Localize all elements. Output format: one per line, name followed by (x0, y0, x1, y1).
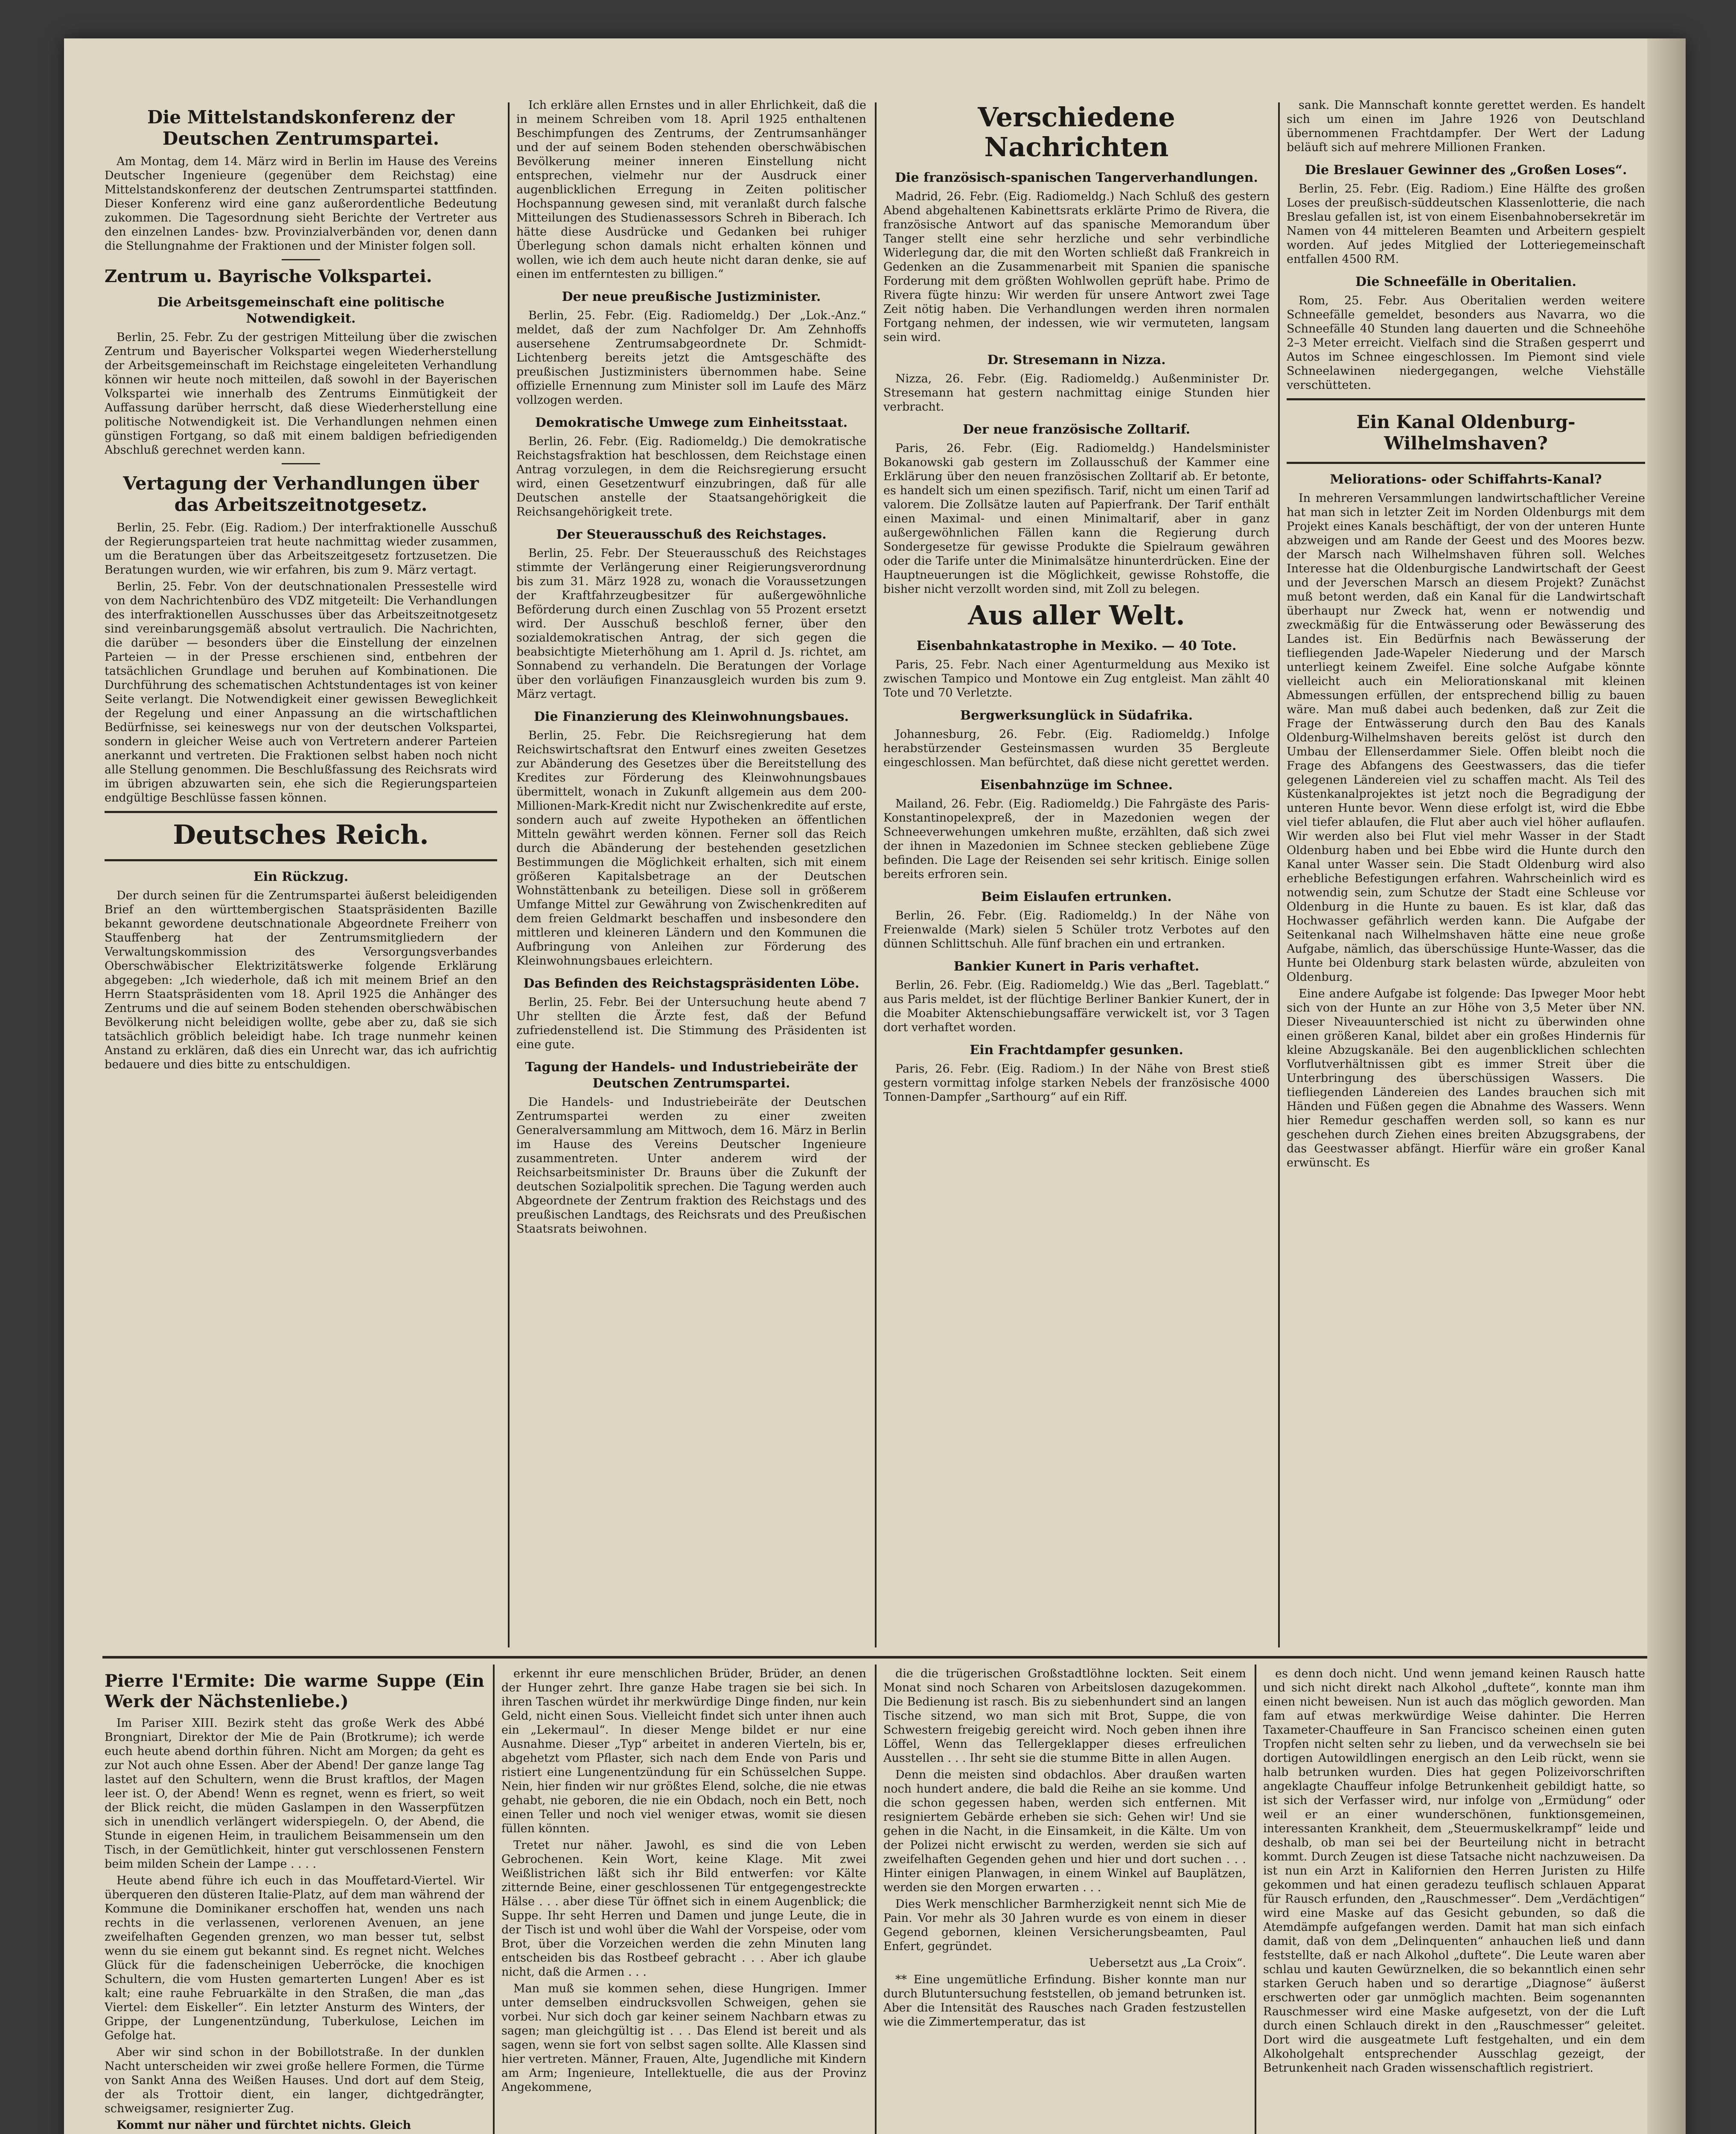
column-1 (105, 98, 497, 1652)
column-rule (508, 102, 510, 1647)
article-text: es denn doch nicht. Und wenn jemand keinen Rausch hatte und sich nicht direkt nach Alkohol „duftete“, konnte man ihm einen nicht beweisen. Nun ist auch das möglich geworden. Man fam auf etwas merkwürdige Weise dahinter. Die Herren Taxameter-Chauffeure in San Francisco scheinen einen guten Tropfen nicht selten sehr zu lieben, und da verwechseln sie bei dortigen Autowildlingen energisch an den Leib rückt, wenn sie halb betrunken wurden. Dies hat gegen Polizeivorschriften angeklagte Chauffeur infolge Betrunkenheit gebildigt hatte, so ist sich der Verfasser wird, nur infolge von „Ermüdung“ oder weil er an einer wunderschönen, funktionsgemeinen, interessanten Krankheit, dem „Steuermuskelkrampf“ leide und deshalb, ob man sei bei der Beurteilung nicht in betracht kommt. Durch Zeugen ist diese Tatsache nicht nachzuweisen. Da ist nun ein Arzt in Kalifornien den Herren Juristen zu Hilfe gekommen und hat einen geradezu teuflisch schlauen Apparat für Rausch erfunden, den „Rauschmesser“. Dem „Verdächtigen“ wird eine Maske auf das Gesicht gebunden, so daß die Atemdämpfe aufgefangen werden. Damit hat man sich einfach damit, daß von dem „Delinquenten“ anhauchen ließ und dann feststellte, daß er nach Alkohol „duftete“. Die Leute waren aber schlau und kauten Gewürznelken, die so bekanntlich einen sehr starken Geruch haben und so derartige „Diagnose“ äußerst erschwerten oder gar unmöglich machten. Beim sogenannten Rauschmesser wird eine Maske aufgesetzt, von der die Luft durch einen Schlauch direkt in den „Rauschmesser“ geleitet. Dort wird die ausgeatmete Luft festgehalten, und ein dem Alkoholgehalt entsprechender Ausschlag gezeigt, der Betrunkenheit nach Graden wissenschaftlich registriert. (1263, 1667, 1645, 2075)
subheadline: Dr. Stresemann in Nizza. (987, 353, 1166, 367)
subheadline: Meliorations- oder Schiffahrts-Kanal? (1330, 472, 1602, 487)
article-text: Berlin, 25. Febr. (Eig. Radiom.) Der interfraktionelle Ausschuß der Regierungsparteien trat heute nachmittag wieder zusammen, um die Beratungen über das Arbeitszeitgesetz fortzusetzen. Die Beratungen wurden, wie wir erfahren, bis zum 9. März vertagt. (105, 521, 497, 577)
article-text: Berlin, 25. Febr. Von der deutschnationalen Pressestelle wird von dem Nachrichtenbüro des VDZ mitgeteilt: Die Verhandlungen des interfraktionellen Ausschusses über das Arbeitszeitnotgesetz sind vereinbarungsgemäß absolut vertraulich. Die Nachrichten, die darüber — besonders über die Einstellung der einzelnen Parteien — in der Presse erschienen sind, entbehren der tatsächlichen Grundlage und beruhen auf Kombinationen. Die Durchführung des schematischen Achtstundentages ist von keiner Seite verlangt. Die Notwendigkeit einer gewissen Beweglichkeit der Regelung und einer Anpassung an die wirtschaftlichen Bedürfnisse, sei keineswegs nur von der deutschen Volkspartei, sondern in gleicher Weise auch von Vertretern anderer Parteien anerkannt und vertreten. Die Fraktionen selbst haben noch nicht alle Stellung genommen. Die Beschlußfassung des Reichsrats wird im übrigen abzuwarten sein, ehe sich die Regierungsparteien endgültige Beschlüsse fassen können. (105, 580, 497, 805)
subheadline: Die Breslauer Gewinner des „Großen Loses“. (1305, 163, 1627, 178)
column-rule (493, 1665, 495, 2134)
article-text: Die Handels- und Industriebeiräte der Deutschen Zentrumspartei werden zu einer zweiten Generalversammlung am Mittwoch, dem 16. März in Berlin im Hause des Vereins Deutscher Ingenieure zusammentreten. Unter anderem wird der Reichsarbeitsminister Dr. Brauns über die Zukunft der deutschen Sozialpolitik sprechen. Die Tagung werden auch Abgeordnete der Zentrum fraktion des Reichstags und des preußischen Landtags, des Reichsrats und des Preußischen Staatsrats beiwohnen. (516, 1096, 866, 1236)
headline-warme-suppe: Pierre l'Ermite: Die warme Suppe (Ein Werk der Nächstenliebe.) (105, 1671, 484, 1711)
divider (282, 463, 320, 464)
subheadline: Die französisch-spanischen Tangerverhandlungen. (895, 170, 1258, 185)
headline-mittelstandskonferenz: Die Mittelstandskonferenz der Deutschen Zentrumspartei. (147, 107, 454, 149)
column-rule (875, 102, 877, 1647)
subheadline: Bergwerksunglück in Südafrika. (960, 708, 1193, 723)
section-title-aus-aller-welt: Aus aller Welt. (968, 600, 1185, 631)
section-title-deutsches-reich: Deutsches Reich. (173, 819, 429, 850)
article-text: Man muß sie kommen sehen, diese Hungrigen. Immer unter demselben eindrucksvollen Schweigen, gehen sie vorbei. Nur sich doch gar keiner seinem Nachbarn etwas zu sagen; man gleichgültig ist . . . Das Elend ist bereit und als sagen, wenn sie fort von selbst sagen sollte. Alle Klassen sind hier vertreten. Männer, Frauen, Alte, Jugendliche mit Kindern am Arm; Ingenieure, Intellektuelle, die aus der Provinz Angekommene, (501, 1982, 866, 2094)
article-text: Madrid, 26. Febr. (Eig. Radiomeldg.) Nach Schluß des gestern Abend abgehaltenen Kabinettsrats erklärte Primo de Rivera, die französische Antwort auf das spanische Memorandum über Tanger stellt eine sehr herzliche und sehr verbindliche Widerlegung dar, die mit den Worten schließt daß Frankreich in Gedenken an die Zusammenarbeit mit Spanien die spanische Forderung mit dem größten Wohlwollen geprüft habe. Primo de Rivera fügte hinzu: Wir werden für unsere Antwort zwei Tage Zeit nötig haben. Die Verhandlungen werden ihren normalen Fortgang nehmen, der indessen, wie wir vermuteten, langsam sein wird. (883, 190, 1270, 344)
section-title-verschiedene-nachrichten: Verschiedene Nachrichten (978, 102, 1175, 163)
article-text: Berlin, 25. Febr. Zu der gestrigen Mitteilung über die zwischen Zentrum und Bayerischer Volkspartei wegen Wiederherstellung der Arbeitsgemeinschaft im Reichstage eingeleiteten Verhandlung können wir heute noch mitteilen, daß sowohl in der Bayerischen Volkspartei wie innerhalb des Zentrums Einmütigkeit der Auffassung darüber herrscht, daß diese Wiederherstellung eine politische Notwendigkeit ist. Die Verhandlungen nehmen einen günstigen Fortgang, so daß mit einem baldigen befriedigenden Abschluß gerechnet werden kann. (105, 331, 497, 457)
feuilleton-col-4 (1263, 1667, 1645, 2134)
article-text: Johannesburg, 26. Febr. (Eig. Radiomeldg.) Infolge herabstürzender Gesteinsmassen wurden 35 Bergleute eingeschlossen. Man befürchtet, daß diese nicht gerettet werden. (883, 728, 1270, 769)
article-text: Tretet nur näher. Jawohl, es sind die von Leben Gebrochenen. Kein Wort, keine Klage. Mit zwei Weißlistrichen läßt sich ihr Bild entwerfen: vor Kälte zitternde Beine, einer geschlossenen Tür entgegengestreckte Hälse . . . aber diese Tür öffnet sich in einem Augenblick; die Suppe. Ihr seht Herren und Damen und junge Leute, die in der Tisch ist und wohl über die Wahl der Vorspeise, oder vom Brot, über die Vorzeichen werden die zehn Minuten lang entscheiden bis das Rostbeef gebracht . . . Aber ich glaube nicht, daß die Armen . . . (501, 1839, 866, 1979)
article-text: Kommt nur näher und fürchtet nichts. Gleich (117, 2119, 411, 2132)
column-2 (516, 98, 866, 1652)
headline-kanal-oldenburg: Ein Kanal Oldenburg-Wilhelmshaven? (1356, 411, 1576, 454)
column-3 (883, 98, 1270, 1652)
article-source: Uebersetzt aus „La Croix“. (1089, 1956, 1246, 1970)
article-text: die die trügerischen Großstadtlöhne lockten. Seit einem Monat sind noch Scharen von Arbeitslosen dazugekommen. Die Bedienung ist rasch. Bis zu siebenhundert sind an langen Tische sitzend, wo man sich mit Brot, Suppe, die von Schwestern freigebig gereicht wird. Noch geben ihnen ihre Löffel, Wenn das Tellergeklapper dieses erfreulichen Ausstellen . . . Ihr seht sie die stumme Bitte in allen Augen. (883, 1667, 1246, 1765)
column-rule (1255, 1665, 1256, 2134)
headline-loebe: Das Befinden des Reichstagspräsidenten Löbe. (523, 976, 859, 991)
article-text: Aber wir sind schon in der Bobillotstraße. In der dunklen Nacht unterscheiden wir zwei große hellere Formen, die Türme von Sankt Anna des Weißen Hauses. Und dort auf dem Steig, der als Trottoir dient, ein langer, dichtgedrängter, schweigsamer, resignierter Zug. (105, 2046, 484, 2115)
subheadline: Die Schneefälle in Oberitalien. (1355, 274, 1576, 289)
article-text: Heute abend führe ich euch in das Mouffetard-Viertel. Wir überqueren den düsteren Italie-Platz, auf dem man während der Kommune die Dominikaner erschoffen hat, wenden uns nach rechts in die verlassenen, verlorenen Avenuen, an jene zweifelhaften Gegenden grenzen, wo man besser tut, selbst wenn du sie einem gut bekannt sind. Es regnet nicht. Welches Glück für die fadenscheinigen Ueberröcke, die knochigen Schultern, die vom Husten gemarterten Lungen! Aber es ist kalt; eine rauhe Februarkälte in den Straßen, die man „das Viertel: dem Eiskeller“. Ein letzter Ansturm des Winters, der Grippe, der Lungenentzündung, Tuberkulose, Leichen im Gefolge hat. (105, 1874, 484, 2042)
subheadline: Die Arbeitsgemeinschaft eine politische Notwendigkeit. (157, 295, 445, 326)
article-text: sank. Die Mannschaft konnte gerettet werden. Es handelt sich um einen im Jahre 1926 von Deutschland übernommenen Frachtdampfer. Der Wert der Ladung beläuft sich auf mehrere Millionen Franken. (1287, 99, 1645, 154)
article-text: Im Pariser XIII. Bezirk steht das große Werk des Abbé Brongniart, Direktor der Mie de Pain (Brotkrume); ich werde euch heute abend dorthin führen. Nicht am Morgen; da geht es zur Not auch ohne Essen. Aber der Abend! Der ganze lange Tag lastet auf den Schultern, wenn die Brust kraftlos, der Magen leer ist. O, der Abend! Wenn es regnet, wenn es friert, so weit der Blick reicht, die müden Gaslampen in den Wasserpfützen sich in unendlich verlängert widerspiegeln. O, der Abend, die Stunde in eigenen Heim, in traulichem Beisammensein um den Tisch, in der Gemütlichkeit, hinter gut verschlossenen Fenstern beim milden Schein der Lampe . . . . (105, 1717, 484, 1871)
feuilleton-rule (102, 1656, 1647, 1659)
article-text: Paris, 26. Febr. (Eig. Radiom.) In der Nähe von Brest stieß gestern vormittag infolge starken Nebels der französische 4000 Tonnen-Dampfer „Sarthourg“ auf ein Riff. (883, 1062, 1270, 1104)
article-text: ** Eine ungemütliche Erfindung. Bisher konnte man nur durch Blutuntersuchung feststellen, ob jemand betrunken ist. Aber die Intensität des Rausches nach Graden festzustellen wie die Zimmertemperatur, das ist (883, 1973, 1246, 2029)
article-text: Am Montag, dem 14. März wird in Berlin im Hause des Vereins Deutscher Ingenieure (gegenüber dem Reichstag) eine Mittelstandskonferenz der deutschen Zentrumspartei stattfinden. Dieser Konferenz wird eine ganz außerordentliche Bedeutung zukommen. Die Tagesordnung sieht Berichte der Vertreter aus den einzelnen Landes- bzw. Provinzialverbänden vor, denen dann die Stellungnahme der Fraktionen und der Minister folgen soll. (105, 155, 497, 253)
article-text: Mailand, 26. Febr. (Eig. Radiomeldg.) Die Fahrgäste des Paris-Konstantinopelexpreß, der in Mazedonien wegen der Schneeverwehungen umkehren mußte, erzählten, daß sich zwei der ihnen in Mazedonien im Schnee stecken gebliebene Züge befinden. Die Lage der Reisenden sei sehr kritisch. Einige sollen bereits erfroren sein. (883, 797, 1270, 881)
article-text: Ich erkläre allen Ernstes und in aller Ehrlichkeit, daß die in meinem Schreiben vom 18. April 1925 enthaltenen Beschimpfungen des Zentrums, der Zentrumsanhänger und der auf seinem Boden stehenden oberschwäbischen Bevölkerung meiner inneren Einstellung nicht entsprechen, vielmehr nur der Ausdruck einer augenblicklichen Erregung in Zeiten politischer Hochspannung gewesen sind, mit veranlaßt durch falsche Mitteilungen des Studienassessors Schreh in Biberach. Ich hätte diese Ausdrücke und Gedanken bei ruhiger Überlegung schon damals nicht erhalten können und wollen, wie ich dem auch heute nicht daran denke, sie auf einen im entferntesten zu billigen.“ (516, 99, 866, 281)
divider (282, 259, 320, 260)
article-text: Paris, 26. Febr. (Eig. Radiomeldg.) Handelsminister Bokanowski gab gestern im Zollausschuß der Kammer eine Erklärung über den neuen französischen Zolltarif ab. Er betonte, es handelt sich um einen spezifisch. Tarif, nicht um einen Tarif ad valorem. Die Zollsätze lauten auf Papierfrank. Der Tarif enthält einen Maximal- und einen Minimaltarif, aber in ganz außergewöhnlichen Fällen kann die Regierung durch Sondergesetze für gewisse Produkte die Spielraum gewähren oder die Tarife unter die Minimalsätze hinunterdrücken. Eine der Hauptneuerungen ist die Möglichkeit, gewisse Rohstoffe, die bisher nicht verzollt worden sind, mit Zoll zu belegen. (883, 442, 1270, 596)
article-text: Der durch seinen für die Zentrumspartei äußerst beleidigenden Brief an den württembergischen Staatspräsidenten Bazille bekannt gewordene deutschnationale Abgeordnete Freiherr von Stauffenberg hat der Zentrumsmitgliedern der Verwaltungskommission des Versorgungsverbandes Oberschwäbischer Elektrizitätswerke folgende Erklärung abgegeben: „Ich wiederhole, daß ich mit meinem Brief an den Herrn Staatspräsidenten vom 18. April 1925 die Anhänger des Zentrums und die auf seinem Boden stehenden oberschwäbischen Bevölkerung nicht beleidigen wollte, gebe aber zu, daß sie sich tatsächlich gröblich beleidigt habe. Ich trage nunmehr keinen Anstand zu erklären, daß dies ein Unrecht war, das ich aufrichtig bedauere und dies bitte zu entschuldigen. (105, 889, 497, 1071)
article-text: Berlin, 25. Febr. (Eig. Radiomeldg.) Der „Lok.-Anz.“ meldet, daß der zum Nachfolger Dr. Am Zehnhoffs ausersehene Zentrumsabgeordnete Dr. Schmidt-Lichtenberg bereits jetzt die Amtsgeschäfte des preußischen Justizministers übernommen habe. Seine offizielle Ernennung zum Minister soll im Laufe des März vollzogen werden. (516, 309, 866, 407)
article-text: Denn die meisten sind obdachlos. Aber draußen warten noch hundert andere, die bald die Reihe an sie komme. Und die schon gegessen haben, werden sich entfernen. Mit resigniertem Gebärde erheben sie sich: Gehen wir! Und sie gehen in die Nacht, in die Einsamkeit, in die Kälte. Um von der Polizei nicht erwischt zu werden, werden sie sich auf zweifelhaften Gegenden gehen und hier und dort suchen . . . Hinter einigen Planwagen, in einem Winkel auf Bauplätzen, werden sie den Morgen erwarten . . . (883, 1768, 1246, 1894)
column-rule (875, 1665, 877, 2134)
headline-vertagung: Vertagung der Verhandlungen über das Arbeitszeitnotgesetz. (123, 473, 479, 515)
subheadline: Bankier Kunert in Paris verhaftet. (953, 959, 1200, 974)
article-text: Rom, 25. Febr. Aus Oberitalien werden weitere Schneefälle gemeldet, besonders aus Navarra, wo die Schneefälle 40 Stunden lang dauerten und die Schneehöhe 2–3 Meter erreicht. Vielfach sind die Straßen gesperrt und Autos im Schnee eingeschlossen. Im Piemont sind viele Schneelawinen niedergegangen, welche Viehställe verschütteten. (1287, 294, 1645, 392)
subheadline: Der neue französische Zolltarif. (963, 422, 1190, 437)
article-text: In mehreren Versammlungen landwirtschaftlicher Vereine hat man sich in letzter Zeit im Norden Oldenburgs mit dem Projekt eines Kanals beschäftigt, der von der unteren Hunte abzweigen und am Rande der Geest und des Moores bezw. der Marsch nach Wilhelmshaven führen soll. Welches Interesse hat die Oldenburgische Landwirtschaft der Geest und der Jeverschen Marsch an diesem Projekt? Zunächst muß betont werden, daß ein Kanal für die Landwirtschaft überhaupt nur Zweck hat, wenn er notwendig und zweckmäßig für die Entwässerung oder Bewässerung des Landes ist. Ein Bedürfnis nach Bewässerung der tiefliegenden Jade-Wapeler Niederung und der Marsch unterliegt keinem Zweifel. Eine solche Aufgabe könnte vielleicht auch ein Meliorationskanal mit kleinen Abmessungen erfüllen, der entsprechend billig zu bauen wäre. Man muß dabei auch bedenken, daß zur Zeit die Frage der Entwässerung durch den Bau des Kanals Oldenburg-Wilhelmshaven bereits gelöst ist durch den Umbau der Ellenserdammer Siele. Offen bleibt noch die Frage des Abfangens des Geestwassers, das die tiefer gelegenen Ländereien viel zu schaffen macht. Als Teil des Küstenkanalprojektes ist jetzt noch die Begradigung der unteren Hunte bevor. Wenn diese erfolgt ist, wird die Ebbe viel tiefer ablaufen, die Flut aber auch viel höher auflaufen. Wir werden also bei Flut viel mehr Wasser in der Stadt Oldenburg haben und bei Ebbe wird die Hunte durch den Kanal unter Wasser sein. Die Stadt Oldenburg wird also erhebliche Befestigungen erfahren. Wahrscheinlich wird es notwendig sein, zum Schutze der Stadt eine Schleuse vor Oldenburg in die Hunte zu bauen. Es ist klar, daß das Hochwasser gefährlich werden kann. Die Aufgabe der Seitenkanal nach Wilhelmshaven hätte eine neue große Aufgabe, nämlich, das überschüssige Hunte-Wasser, das die Hunte bei Oldenburg stark belasten würde, abzuleiten von Oldenburg. (1287, 492, 1645, 984)
article-text: Berlin, 25. Febr. Die Reichsregierung hat dem Reichswirtschaftsrat den Entwurf eines zweiten Gesetzes zur Abänderung des Gesetzes über die Bereitstellung des Kredites zur Förderung des Kleinwohnungsbaues übermittelt, wonach in Zukunft allgemein aus dem 200-Millionen-Mark-Kredit nicht nur Zwischenkredite auf erste, sondern auch auf zweite Hypotheken an öffentlichen Mitteln gewährt werden können. Ferner soll das Reich durch die Abänderung der bestehenden gesetzlichen Bestimmungen die Möglichkeit erhalten, sich mit einem größeren Kapitalsbetrage an der Deutschen Wohnstättenbank zu beteiligen. Diese soll in größerem Umfange Mittel zur Gewährung von Zwischenkrediten auf dem freien Geldmarkt beschaffen und insbesondere den mittleren und kleineren Ländern und den Kommunen die Aufbringung von Anleihen zur Förderung des Kleinwohnungsbaues erleichtern. (516, 729, 866, 968)
subheadline: Eisenbahnkatastrophe in Mexiko. — 40 Tote. (916, 638, 1237, 653)
column-rule (1278, 102, 1280, 1647)
page-fold-shadow (1647, 38, 1686, 2134)
column-4 (1287, 98, 1645, 1652)
headline-steuerausschuss: Der Steuerausschuß des Reichstages. (556, 527, 827, 542)
headline-kleinwohnungsbau: Die Finanzierung des Kleinwohnungsbaues. (534, 709, 849, 724)
article-text: Berlin, 25. Febr. Bei der Untersuchung heute abend 7 Uhr stellten die Ärzte fest, daß der Befund zufriedenstellend ist. Die Stimmung des Präsidenten ist eine gute. (516, 996, 866, 1051)
headline-justizminister: Der neue preußische Justizminister. (562, 289, 821, 304)
subheadline: Ein Rückzug. (253, 869, 349, 884)
feuilleton-col-1 (105, 1667, 484, 2134)
feuilleton-col-2 (501, 1667, 866, 2134)
article-text: Berlin, 25. Febr. (Eig. Radiom.) Eine Hälfte des großen Loses der preußisch-süddeutschen Klassenlotterie, die nach Breslau gefallen ist, ist von einem Eisenbahnobersekretär im Namen von 44 mitteleren Beamten und Arbeitern gespielt worden. Auf jedes Mitglied der Lotteriegemeinschaft entfallen 4500 RM. (1287, 182, 1645, 266)
subheadline: Ein Frachtdampfer gesunken. (970, 1043, 1183, 1058)
article-text: Berlin, 26. Febr. (Eig. Radiomeldg.) Wie das „Berl. Tageblatt.“ aus Paris meldet, ist der flüchtige Berliner Bankier Kunert, der in die Moabiter Aktenschiebungsaffäre verwickelt ist, vor 3 Tagen dort verhaftet worden. (883, 979, 1270, 1034)
article-text: Nizza, 26. Febr. (Eig. Radiomeldg.) Außenminister Dr. Stresemann hat gestern nachmittag einige Stunden hier verbracht. (883, 372, 1270, 414)
subheadline: Eisenbahnzüge im Schnee. (980, 778, 1173, 793)
article-text: Paris, 25. Febr. Nach einer Agenturmeldung aus Mexiko ist zwischen Tampico und Montowe ein Zug entgleist. Man zählt 40 Tote und 70 Verletzte. (883, 658, 1270, 700)
article-text: Dies Werk menschlicher Barmherzigkeit nennt sich Mie de Pain. Vor mehr als 30 Jahren wurde es von einem in dieser Gegend gebornen, kleinen Versicherungsbeamten, Paul Enfert, gegründet. (883, 1898, 1246, 1953)
article-text: Berlin, 26. Febr. (Eig. Radiomeldg.) Die demokratische Reichstagsfraktion hat beschlossen, dem Reichstage einen Antrag vorzulegen, in dem die Reichsregierung ersucht wird, einen Gesetzentwurf einzubringen, daß für alle Deutschen anstelle der Staatsangehörigkeit die Reichsangehörigkeit trete. (516, 435, 866, 519)
subheadline: Beim Eislaufen ertrunken. (981, 889, 1172, 904)
article-text: erkennt ihr eure menschlichen Brüder, Brüder, an denen der Hunger zehrt. Ihre ganze Habe tragen sie bei sich. In ihren Taschen würdet ihr merkwürdige Dinge finden, nur kein Geld, nicht einen Sous. Vielleicht findet sich unter ihnen auch ein „Lekermaul“. In dieser Menge bildet er nur eine Ausnahme. Dieser „Typ“ arbeitet in anderen Vierteln, bis er, abgehetzt vom Pflaster, sich nach dem Ende von Paris und ristiert eine Lungenentzündung für ein Schüsselchen Suppe. Nein, hier finden wir nur größtes Elend, solche, die nie etwas gehabt, nie geboren, die nie ein Obdach, noch ein Bett, noch einen Teller und noch viel weniger etwas, womit sie diesen füllen könnten. (501, 1667, 866, 1835)
feuilleton-col-3 (883, 1667, 1246, 2134)
headline-handelsbeiraete: Tagung der Handels- und Industriebeiräte der Deutschen Zentrumspartei. (525, 1060, 858, 1091)
article-text: Eine andere Aufgabe ist folgende: Das Ipweger Moor hebt sich von der Hunte an zur Höhe von 3,5 Meter über NN. Dieser Niveauunterschied ist nicht zu überwinden ohne einen größeren Kanal, bildet aber ein großes Hindernis für kleine Abzugskanäle. Bei den augenblicklichen schlechten Vorflutverhältnissen gibt es immer Streit über die Unterbringung des überschüssigen Wassers. Die tiefliegenden Ländereien des Landes brauchen sich mit Händen und Füßen gegen die Abnahme des Wassers. Wenn hier Remedur geschaffen werden soll, so kann es nur geschehen durch Ziehen eines breiten Abzugsgrabens, der das Geestwasser abfängt. Hierfür wäre ein großer Kanal erwünscht. Es (1287, 987, 1645, 1169)
headline-einheitsstaat: Demokratische Umwege zum Einheitsstaat. (535, 415, 848, 430)
headline-zentrum-bvp: Zentrum u. Bayrische Volkspartei. (105, 266, 432, 286)
newspaper-page (64, 38, 1686, 2134)
article-text: Berlin, 25. Febr. Der Steuerausschuß des Reichstages stimmte der Verlängerung einer Reigierungsverordnung bis zum 31. März 1928 zu, wonach die Voraussetzungen der Kraftfahrzeugbesitzer für außergewöhnliche Beförderung durch einen Zuschlag von 55 Prozent ersetzt wird. Der Ausschuß beschloß ferner, über den sozialdemokratischen Antrag, der sich gegen die beabsichtigte Mieterhöhung am 1. April d. Js. richtet, am Sonnabend zu verhandeln. Die Beratungen der Vorlage über den vorläufigen Finanzausgleich wurden bis zum 9. März vertagt. (516, 547, 866, 701)
article-text: Berlin, 26. Febr. (Eig. Radiomeldg.) In der Nähe von Freienwalde (Mark) sielen 5 Schüler trotz Verbotes auf den dünnen Schlittschuh. Alle fünf brachen ein und ertranken. (883, 909, 1270, 950)
